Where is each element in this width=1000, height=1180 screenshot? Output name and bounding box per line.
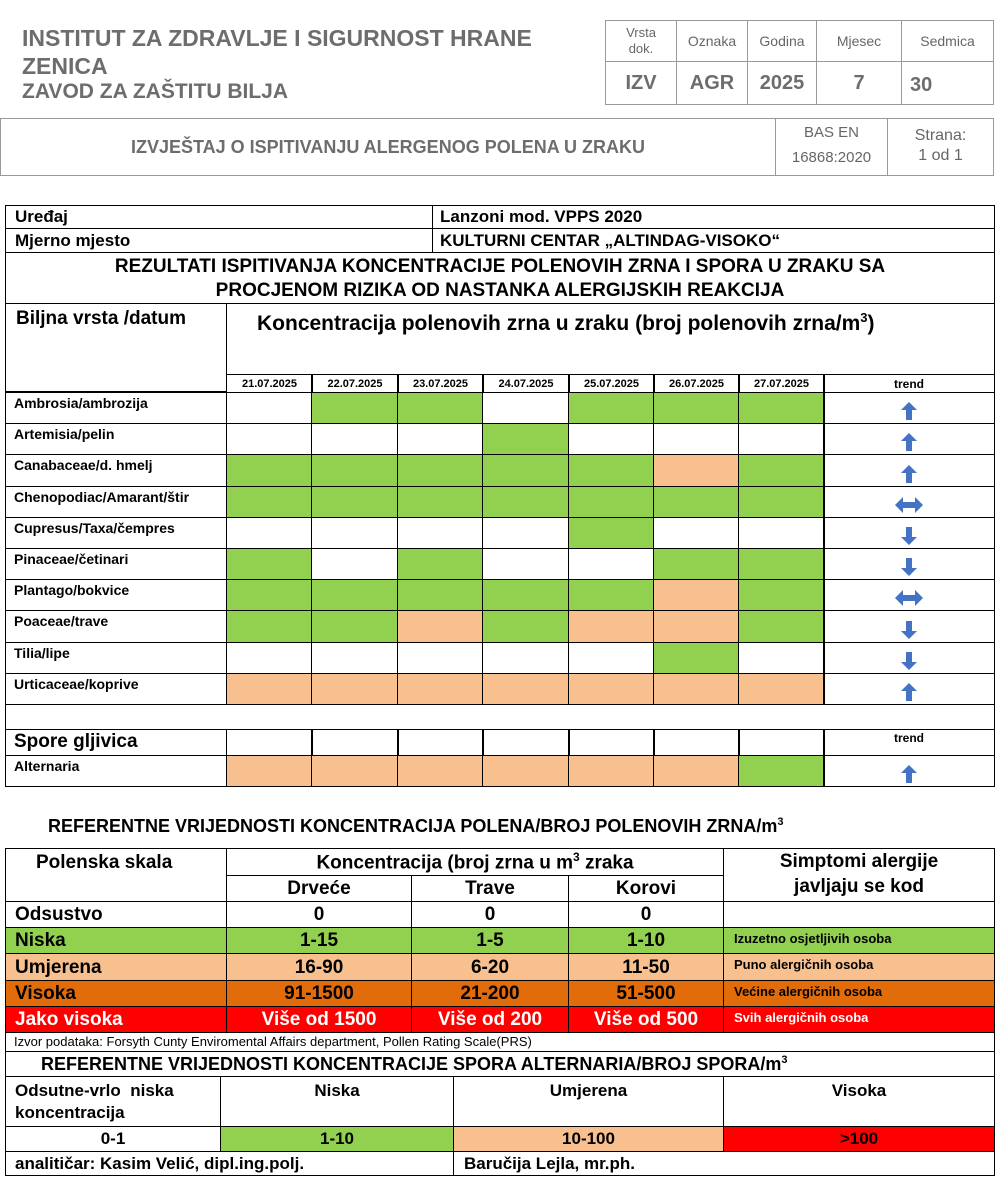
- concentration-cell: [397, 579, 484, 611]
- concentration-cell: [226, 392, 313, 424]
- species-name: Tilia/lipe: [5, 642, 227, 674]
- concentration-cell: [568, 548, 655, 580]
- page-label: Strana:: [914, 127, 967, 144]
- institute-name-line1: INSTITUT ZA ZDRAVLJE I SIGURNOST HRANE: [22, 25, 532, 51]
- concentration-cell: [397, 610, 484, 643]
- concentration-cell: [226, 610, 313, 643]
- reference-weeds-cell: 51-500: [568, 980, 724, 1007]
- doc-week-label: Sedmica: [901, 20, 994, 62]
- results-title-line1: REZULTATI ISPITIVANJA KONCENTRACIJE POLENOVIH ZRNA I SPORA U ZRAKU SA: [114, 256, 886, 277]
- concentration-header-text: Koncentracija polenovih zrna u zraku (broj polenovih zrna/m: [257, 312, 861, 335]
- arrow-up-icon: [901, 765, 917, 783]
- reference-trees-cell: 16-90: [226, 953, 412, 981]
- spores-col-absent-line2: koncentracija: [15, 1103, 125, 1122]
- concentration-cell: [397, 548, 484, 580]
- concentration-cell: [738, 579, 825, 611]
- species-name: Cupresus/Taxa/čempres: [5, 517, 227, 549]
- concentration-cell: [397, 392, 484, 424]
- concentration-cell: [653, 610, 740, 643]
- reference-weeds-cell: Više od 500: [568, 1006, 724, 1033]
- reference-grass-cell: 21-200: [411, 980, 569, 1007]
- concentration-cell: [738, 454, 825, 487]
- trend-header: trend: [823, 374, 995, 393]
- standard-line1: BAS EN: [803, 124, 860, 141]
- spore-concentration-cell: [226, 755, 313, 787]
- concentration-cell: [653, 392, 740, 424]
- spores-reference-title-text: REFERENTNE VRIJEDNOSTI KONCENTRACIJE SPORA ALTERNARIA/BROJ SPORA/m: [41, 1054, 782, 1074]
- reference-symptom-cell: Izuzetno osjetljivih osoba: [723, 927, 995, 954]
- spores-val-high: >100: [723, 1126, 995, 1152]
- doc-code-value: AGR: [676, 61, 748, 105]
- reference-trees-cell: 91-1500: [226, 980, 412, 1007]
- trend-cell: [823, 610, 995, 643]
- concentration-cell: [568, 392, 655, 424]
- col-trees: Drveće: [226, 875, 412, 902]
- doc-month-label: Mjesec: [816, 20, 902, 62]
- reference-title-sup: 3: [777, 816, 784, 828]
- spores-val-absent: 0-1: [5, 1126, 221, 1152]
- reference-symptom-cell: Većine alergičnih osoba: [723, 980, 995, 1007]
- concentration-cell: [568, 673, 655, 705]
- spores-header-cell: [653, 729, 740, 756]
- reference-trees-cell: 0: [226, 901, 412, 928]
- concentration-cell: [568, 454, 655, 487]
- date-header: 26.07.2025: [653, 374, 740, 393]
- concentration-cell: [653, 454, 740, 487]
- concentration-cell: [311, 423, 399, 455]
- concentration-cell: [738, 486, 825, 518]
- trend-cell: [823, 673, 995, 705]
- spores-header-cell: [568, 729, 655, 756]
- concentration-cell: [226, 486, 313, 518]
- arrow-down-icon: [901, 558, 917, 576]
- doc-type-label: Vrsta dok.: [605, 20, 677, 62]
- arrow-up-icon: [901, 683, 917, 701]
- arrow-up-icon: [901, 433, 917, 451]
- doc-year-label: Godina: [747, 20, 817, 62]
- concentration-cell: [482, 673, 570, 705]
- reference-level-cell: Niska: [5, 927, 227, 954]
- concentration-cell: [568, 423, 655, 455]
- spores-header-cell: [482, 729, 570, 756]
- results-title: [5, 252, 995, 304]
- scale-header: Polenska skala: [5, 848, 227, 902]
- concentration-cell: [226, 673, 313, 705]
- concentration-cell: [311, 642, 399, 674]
- concentration-cell: [738, 392, 825, 424]
- concentration-cell: [397, 517, 484, 549]
- concentration-cell: [568, 642, 655, 674]
- report-title: IZVJEŠTAJ O ISPITIVANJU ALERGENOG POLENA U ZRAKU: [0, 118, 776, 176]
- concentration-cell: [311, 579, 399, 611]
- spores-col-high: Visoka: [723, 1076, 995, 1127]
- concentration-header-sup: 3: [860, 310, 868, 325]
- page-box: [887, 118, 994, 176]
- date-header: 27.07.2025: [738, 374, 825, 393]
- reference-grass-cell: 0: [411, 901, 569, 928]
- reference-level-cell: Umjerena: [5, 953, 227, 981]
- concentration-cell: [738, 610, 825, 643]
- reference-grass-cell: 1-5: [411, 927, 569, 954]
- spore-name: Alternaria: [5, 755, 227, 787]
- date-header: 25.07.2025: [568, 374, 655, 393]
- spores-col-low: Niska: [220, 1076, 454, 1127]
- reference-weeds-cell: 11-50: [568, 953, 724, 981]
- reference-grass-cell: 6-20: [411, 953, 569, 981]
- concentration-cell: [738, 517, 825, 549]
- spore-concentration-cell: [568, 755, 655, 787]
- arrow-down-icon: [901, 527, 917, 545]
- concentration-cell: [482, 517, 570, 549]
- concentration-cell: [482, 423, 570, 455]
- ref-concentration-header: [226, 848, 724, 876]
- spores-header-cell: [226, 729, 313, 756]
- trend-cell: [823, 548, 995, 580]
- page-value: 1 od 1: [918, 147, 963, 164]
- reference-title: [48, 816, 784, 837]
- trend-cell: [823, 642, 995, 674]
- spores-reference-title-sup: 3: [781, 1054, 788, 1066]
- concentration-cell: [397, 486, 484, 518]
- spores-reference-title: [5, 1051, 995, 1077]
- concentration-cell: [311, 673, 399, 705]
- arrow-up-icon: [901, 465, 917, 483]
- species-name: Canabaceae/d. hmelj: [5, 454, 227, 487]
- concentration-cell: [482, 392, 570, 424]
- source-note: Izvor podataka: Forsyth Cunty Enviromental Affairs department, Pollen Rating Scale(PRS): [5, 1032, 995, 1052]
- species-name: Poaceae/trave: [5, 610, 227, 643]
- device-label: Uređaj: [5, 205, 433, 229]
- concentration-cell: [738, 548, 825, 580]
- concentration-cell: [226, 517, 313, 549]
- concentration-cell: [397, 423, 484, 455]
- concentration-cell: [653, 423, 740, 455]
- trend-cell: [823, 517, 995, 549]
- concentration-cell: [311, 486, 399, 518]
- second-analyst-name: Baručija Lejla, mr.ph.: [453, 1151, 995, 1176]
- results-title-line2: PROCJENOM RIZIKA OD NASTANKA ALERGIJSKIH REAKCIJA: [215, 280, 785, 301]
- concentration-cell: [653, 548, 740, 580]
- arrow-up-icon: [901, 402, 917, 420]
- date-header: 24.07.2025: [482, 374, 570, 393]
- reference-symptom-cell: Svih alergičnih osoba: [723, 1006, 995, 1033]
- concentration-cell: [311, 454, 399, 487]
- species-name: Plantago/bokvice: [5, 579, 227, 611]
- concentration-cell: [482, 486, 570, 518]
- species-name: Pinaceae/četinari: [5, 548, 227, 580]
- device-value: Lanzoni mod. VPPS 2020: [432, 205, 995, 229]
- department-name: ZAVOD ZA ZAŠTITU BILJA: [22, 80, 288, 103]
- ref-conc-sup: 3: [572, 849, 580, 864]
- concentration-cell: [397, 454, 484, 487]
- concentration-cell: [482, 548, 570, 580]
- trend-cell: [823, 423, 995, 455]
- col-grass: Trave: [411, 875, 569, 902]
- arrow-down-icon: [901, 621, 917, 639]
- spores-val-moderate: 10-100: [453, 1126, 724, 1152]
- spores-col-moderate: Umjerena: [453, 1076, 724, 1127]
- concentration-cell: [226, 548, 313, 580]
- species-header: Biljna vrsta /datum: [5, 303, 227, 392]
- spores-trend-header: trend: [823, 729, 995, 756]
- standard-line2: 16868:2020: [791, 149, 872, 166]
- concentration-cell: [738, 642, 825, 674]
- location-value: KULTURNI CENTAR „ALTINDAG-VISOKO“: [432, 228, 995, 253]
- concentration-cell: [311, 517, 399, 549]
- concentration-cell: [226, 642, 313, 674]
- concentration-cell: [653, 517, 740, 549]
- concentration-cell: [653, 486, 740, 518]
- spore-trend-cell: [823, 755, 995, 787]
- reference-grass-cell: Više od 200: [411, 1006, 569, 1033]
- reference-weeds-cell: 1-10: [568, 927, 724, 954]
- reference-level-cell: Jako visoka: [5, 1006, 227, 1033]
- doc-code-label: Oznaka: [676, 20, 748, 62]
- spores-header-cell: [311, 729, 399, 756]
- date-header: 21.07.2025: [226, 374, 313, 393]
- reference-trees-cell: 1-15: [226, 927, 412, 954]
- spore-concentration-cell: [311, 755, 399, 787]
- reference-weeds-cell: 0: [568, 901, 724, 928]
- concentration-cell: [482, 642, 570, 674]
- spores-header-cell: [397, 729, 484, 756]
- concentration-cell: [568, 610, 655, 643]
- trend-cell: [823, 579, 995, 611]
- arrow-left-right-icon: [895, 590, 923, 606]
- concentration-cell: [738, 673, 825, 705]
- trend-cell: [823, 392, 995, 424]
- concentration-cell: [482, 454, 570, 487]
- spore-concentration-cell: [738, 755, 825, 787]
- date-header: 22.07.2025: [311, 374, 399, 393]
- concentration-cell: [226, 454, 313, 487]
- arrow-down-icon: [901, 652, 917, 670]
- concentration-cell: [482, 610, 570, 643]
- concentration-cell: [397, 673, 484, 705]
- concentration-header: [226, 303, 995, 375]
- spores-col-absent: [5, 1076, 221, 1127]
- doc-month-value: 7: [816, 61, 902, 105]
- concentration-cell: [311, 610, 399, 643]
- species-name: Chenopodiac/Amarant/štir: [5, 486, 227, 518]
- symptoms-header-line1: Simptomi alergije: [779, 851, 939, 872]
- concentration-cell: [653, 642, 740, 674]
- reference-symptom-cell: [723, 901, 995, 928]
- species-name: Ambrosia/ambrozija: [5, 392, 227, 424]
- concentration-cell: [226, 423, 313, 455]
- species-name: Artemisia/pelin: [5, 423, 227, 455]
- spore-concentration-cell: [653, 755, 740, 787]
- spore-concentration-cell: [482, 755, 570, 787]
- concentration-cell: [397, 642, 484, 674]
- spores-col-absent-line1: Odsutne-vrlo niska: [15, 1081, 174, 1100]
- concentration-cell: [482, 579, 570, 611]
- ref-conc-end: zraka: [579, 852, 634, 874]
- concentration-cell: [653, 673, 740, 705]
- concentration-cell: [226, 579, 313, 611]
- concentration-cell: [568, 486, 655, 518]
- doc-week-value: 30: [901, 61, 994, 105]
- institute-name-line2: ZENICA: [22, 53, 108, 79]
- spore-concentration-cell: [397, 755, 484, 787]
- doc-year-value: 2025: [747, 61, 817, 105]
- analyst-name: analitičar: Kasim Velić, dipl.ing.polj.: [5, 1151, 454, 1176]
- trend-cell: [823, 486, 995, 518]
- species-name: Urticaceae/koprive: [5, 673, 227, 705]
- spores-header-cell: [738, 729, 825, 756]
- reference-level-cell: Visoka: [5, 980, 227, 1007]
- reference-title-text: REFERENTNE VRIJEDNOSTI KONCENTRACIJA POLENA/BROJ POLENOVIH ZRNA/m: [48, 816, 778, 836]
- location-label: Mjerno mjesto: [5, 228, 433, 253]
- reference-symptom-cell: Puno alergičnih osoba: [723, 953, 995, 981]
- concentration-cell: [653, 579, 740, 611]
- concentration-header-end: ): [867, 312, 875, 335]
- spores-header: Spore gljivica: [5, 729, 227, 756]
- col-weeds: Korovi: [568, 875, 724, 902]
- concentration-cell: [738, 423, 825, 455]
- trend-cell: [823, 454, 995, 487]
- standard-box: [775, 118, 888, 176]
- symptoms-header-line2: javljaju se kod: [794, 876, 924, 897]
- concentration-cell: [311, 548, 399, 580]
- arrow-left-right-icon: [895, 497, 923, 513]
- concentration-cell: [568, 517, 655, 549]
- reference-level-cell: Odsustvo: [5, 901, 227, 928]
- date-header: 23.07.2025: [397, 374, 484, 393]
- separator-row: [5, 704, 995, 730]
- ref-conc-text: Koncentracija (broj zrna u m: [316, 852, 573, 874]
- spores-val-low: 1-10: [220, 1126, 454, 1152]
- concentration-cell: [311, 392, 399, 424]
- reference-trees-cell: Više od 1500: [226, 1006, 412, 1033]
- concentration-cell: [568, 579, 655, 611]
- doc-type-value: IZV: [605, 61, 677, 105]
